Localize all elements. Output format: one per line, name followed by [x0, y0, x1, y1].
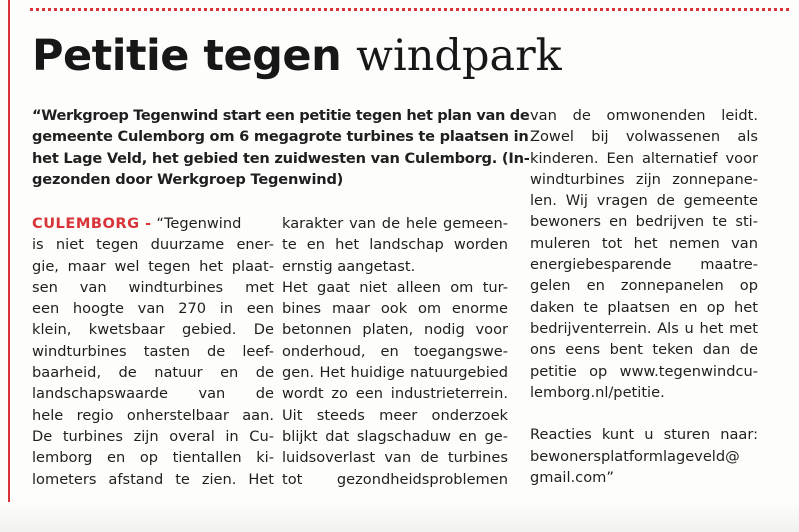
body-line: karakter van de hele gemeen- — [282, 215, 508, 232]
intro-line: gezonden door Werkgroep Tegenwind) — [32, 170, 344, 188]
body-line: van de omwonenden leidt. — [530, 107, 758, 124]
body-line: wordt zo een industrieterrein. — [282, 385, 508, 403]
body-line: kinderen. Een alternatief voor — [530, 149, 758, 167]
body-line: hele regio onherstelbaar aan. — [32, 406, 274, 424]
paragraph-gap — [530, 403, 758, 424]
headline-light: windpark — [356, 31, 562, 81]
body-line: blijkt dat slagschaduw en ge- — [282, 427, 508, 445]
body-line: ons eens bent teken dan de — [530, 341, 758, 359]
body-line: lemborg en op tientallen ki- — [32, 449, 274, 467]
intro-line: het Lage Veld, het gebied ten zuidwesten van Culemborg. (In- — [32, 149, 530, 167]
body-line: len. Wij vragen de gemeente — [530, 192, 758, 210]
body-line: onderhoud, en toegangswe- — [282, 342, 508, 360]
body-line: een hoogte van 270 in een — [32, 300, 274, 318]
intro-line: “Werkgroep Tegenwind start een petitie tegen het plan van de — [32, 107, 530, 124]
body-column-2 — [282, 213, 508, 490]
body-line: petitie op www.tegenwindcu- — [530, 362, 758, 380]
body-line: ernstig aangetast. — [282, 257, 416, 275]
body-line: bines maar ook om enorme — [282, 300, 508, 318]
body-line: Reacties kunt u sturen naar: — [530, 426, 758, 444]
body-line: gen. Het huidige natuurgebied — [282, 364, 508, 382]
body-line: landschapswaarde van de — [32, 385, 274, 403]
body-line: windturbines tasten de leef- — [32, 342, 274, 360]
body-line: bedrijventerrein. Als u het met — [530, 319, 758, 337]
body-line: muleren tot het nemen van — [530, 234, 758, 252]
body-line: is niet tegen duurzame ener- — [32, 236, 274, 254]
body-line: gelen en zonnepanelen op — [530, 277, 758, 295]
body-line: gie, maar wel tegen het plaat- — [32, 257, 274, 275]
body-line: Uit steeds meer onderzoek — [282, 406, 508, 424]
body-line: luidsoverlast van de turbines — [282, 449, 508, 467]
body-line: windturbines zijn zonnepane- — [530, 170, 758, 188]
body-line: lemborg.nl/petitie. — [530, 383, 665, 401]
headline-bold: Petitie tegen — [32, 31, 342, 81]
first-line-text: “Tegenwind — [151, 215, 242, 232]
left-red-rule — [8, 0, 10, 504]
body-column-1 — [32, 213, 274, 490]
first-line — [32, 213, 274, 234]
body-line: energiebesparende maatre- — [530, 256, 758, 274]
body-line: tot gezondheidsproblemen — [282, 470, 508, 488]
body-line: daken te plaatsen en op het — [530, 298, 758, 316]
intro-line: gemeente Culemborg om 6 megagrote turbines te plaatsen in — [32, 128, 529, 146]
article-intro — [32, 105, 530, 190]
body-line: klein, kwetsbaar gebied. De — [32, 321, 274, 339]
body-line: te en het landschap worden — [282, 236, 508, 254]
dateline: CULEMBORG - — [32, 215, 152, 232]
body-line: lometers afstand te zien. Het — [32, 470, 274, 488]
body-line: bewoners en bedrijven te sti- — [530, 213, 758, 231]
top-dotted-rule — [30, 8, 789, 11]
article-headline — [32, 30, 562, 82]
body-line: baarheid, de natuur en de — [32, 364, 274, 382]
body-line: De turbines zijn overal in Cu- — [32, 427, 274, 445]
body-line: sen van windturbines met — [32, 278, 274, 296]
body-line: Het gaat niet alleen om tur- — [282, 278, 508, 296]
body-line: betonnen platen, nodig voor — [282, 321, 508, 339]
body-line: bewonersplatformlageveld@ — [530, 447, 740, 465]
page-bottom-edge — [0, 502, 799, 532]
body-column-3 — [530, 105, 758, 488]
body-line: gmail.com” — [530, 469, 614, 487]
body-line: Zowel bij volwassenen als — [530, 128, 758, 146]
